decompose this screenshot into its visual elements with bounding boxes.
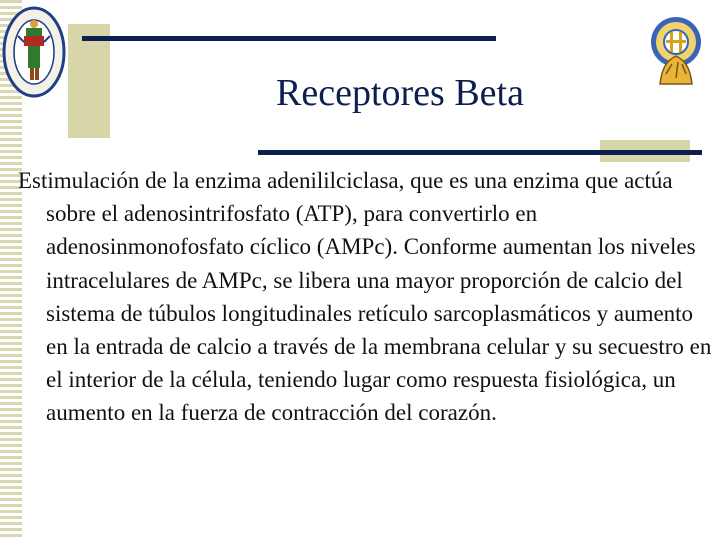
decorative-block-left [68, 24, 110, 138]
hospital-seal-icon [2, 6, 66, 102]
decorative-bar-top [82, 36, 496, 41]
institution-emblem-icon [646, 14, 706, 86]
decorative-bar-bottom [258, 150, 702, 155]
slide-body-text: Estimulación de la enzima adenililciclasa, que es una enzima que actúa sobre el adenosintrifosfato (ATP), para convertirlo en adenosinmonofosfato cíclico (AMPc). Conforme aumentan los niveles intracelulares de AMPc, se libera una mayor proporción de calcio del sistema de túbulos longitudinales retículo sarcoplasmáticos y aumento en la entrada de calcio a través de la membrana celular y su secuestro en el interior de la célula, teniendo lugar como respuesta fisiológica, un aumento en la fuerza de contracción del corazón. [18, 168, 712, 426]
slide-title: Receptores Beta [276, 72, 524, 114]
